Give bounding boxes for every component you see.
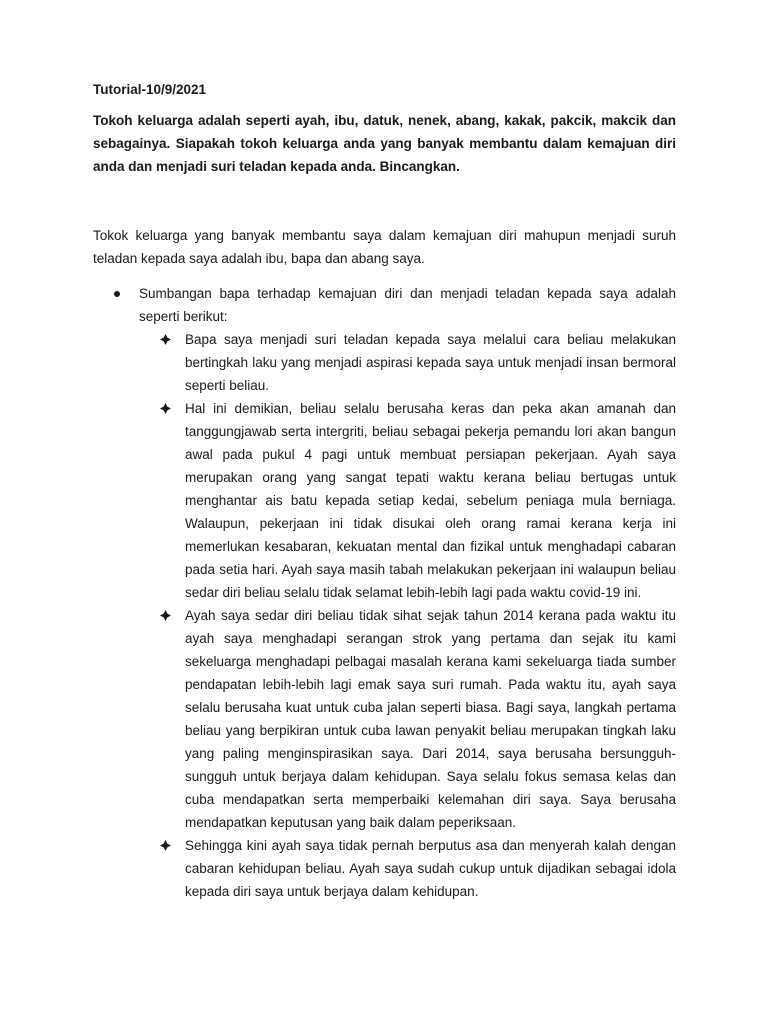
bullet-list-item [93,282,676,903]
diamond-bullet-icon [160,840,171,851]
sub-list-item [139,397,676,604]
bullet-dot-icon [114,291,120,297]
sub-list-item [139,604,676,834]
tutorial-question: Tokoh keluarga adalah seperti ayah, ibu, datuk, nenek, abang, kakak, pakcik, makcik dan sebagainya. Siapakah tokoh keluarga anda yang banyak membantu dalam kemajuan diri anda dan menjadi suri teladan kepada anda. Bincangkan. [93,113,676,174]
sub-list-item [139,834,676,903]
bullet-text: Sumbangan bapa terhadap kemajuan diri dan menjadi teladan kepada saya adalah seperti berikut: [139,286,676,324]
sub-bullet-list [139,328,676,903]
sub-item-text: Sehingga kini ayah saya tidak pernah berputus asa dan menyerah kalah dengan cabaran kehidupan beliau. Ayah saya sudah cukup untuk dijadikan sebagai idola kepada diri saya untuk berjaya dalam kehidupan. [185,838,676,899]
intro-paragraph: Tokok keluarga yang banyak membantu saya dalam kemajuan diri mahupun menjadi suruh teladan kepada saya adalah ibu, bapa dan abang saya. [93,228,676,266]
diamond-bullet-icon [160,610,171,621]
sub-item-text: Hal ini demikian, beliau selalu berusaha keras dan peka akan amanah dan tanggungjawab serta intergriti, beliau sebagai pekerja pemandu lori akan bangun awal pada pukul 4 pagi untuk membuat persiapan pekerjaan. Ayah saya merupakan orang yang sangat tepati waktu kerana beliau bertugas untuk menghantar ais batu kepada setiap kedai, sebelum peniaga mula berniaga. Walaupun, pekerjaan ini tidak disukai oleh orang ramai kerana kerja ini memerlukan kesabaran, kekuatan mental dan fizikal untuk menghadapi cabaran pada setia hari. Ayah saya masih tabah melakukan pekerjaan ini walaupun beliau sedar diri beliau selalu tidak selamat lebih-lebih lagi pada waktu covid-19 ini. [185,401,676,600]
sub-item-text: Bapa saya menjadi suri teladan kepada saya melalui cara beliau melakukan bertingkah laku yang menjadi aspirasi kepada saya untuk menjadi insan bermoral seperti beliau. [185,332,676,393]
document-title: Tutorial-10/9/2021 [93,82,207,97]
sub-list-item [139,328,676,397]
diamond-bullet-icon [160,334,171,345]
diamond-bullet-icon [160,403,171,414]
sub-item-text: Ayah saya sedar diri beliau tidak sihat sejak tahun 2014 kerana pada waktu itu ayah saya menghadapi serangan strok yang pertama dan sejak itu kami sekeluarga menghadapi pelbagai masalah kerana kami sekeluarga tiada sumber pendapatan lebih-lebih lagi emak saya suri rumah. Pada waktu itu, ayah saya selalu berusaha kuat untuk cuba jalan seperti biasa. Bagi saya, langkah pertama beliau yang berpikiran untuk cuba lawan penyakit beliau merupakan tingkah laku yang paling menginspirasikan saya. Dari 2014, saya berusaha bersungguh-sungguh untuk berjaya dalam kehidupan. Saya selalu fokus semasa kelas dan cuba mendapatkan serta memperbaiki kelemahan diri saya. Saya berusaha mendapatkan keputusan yang baik dalam peperiksaan. [185,608,676,830]
document-page [93,78,676,903]
